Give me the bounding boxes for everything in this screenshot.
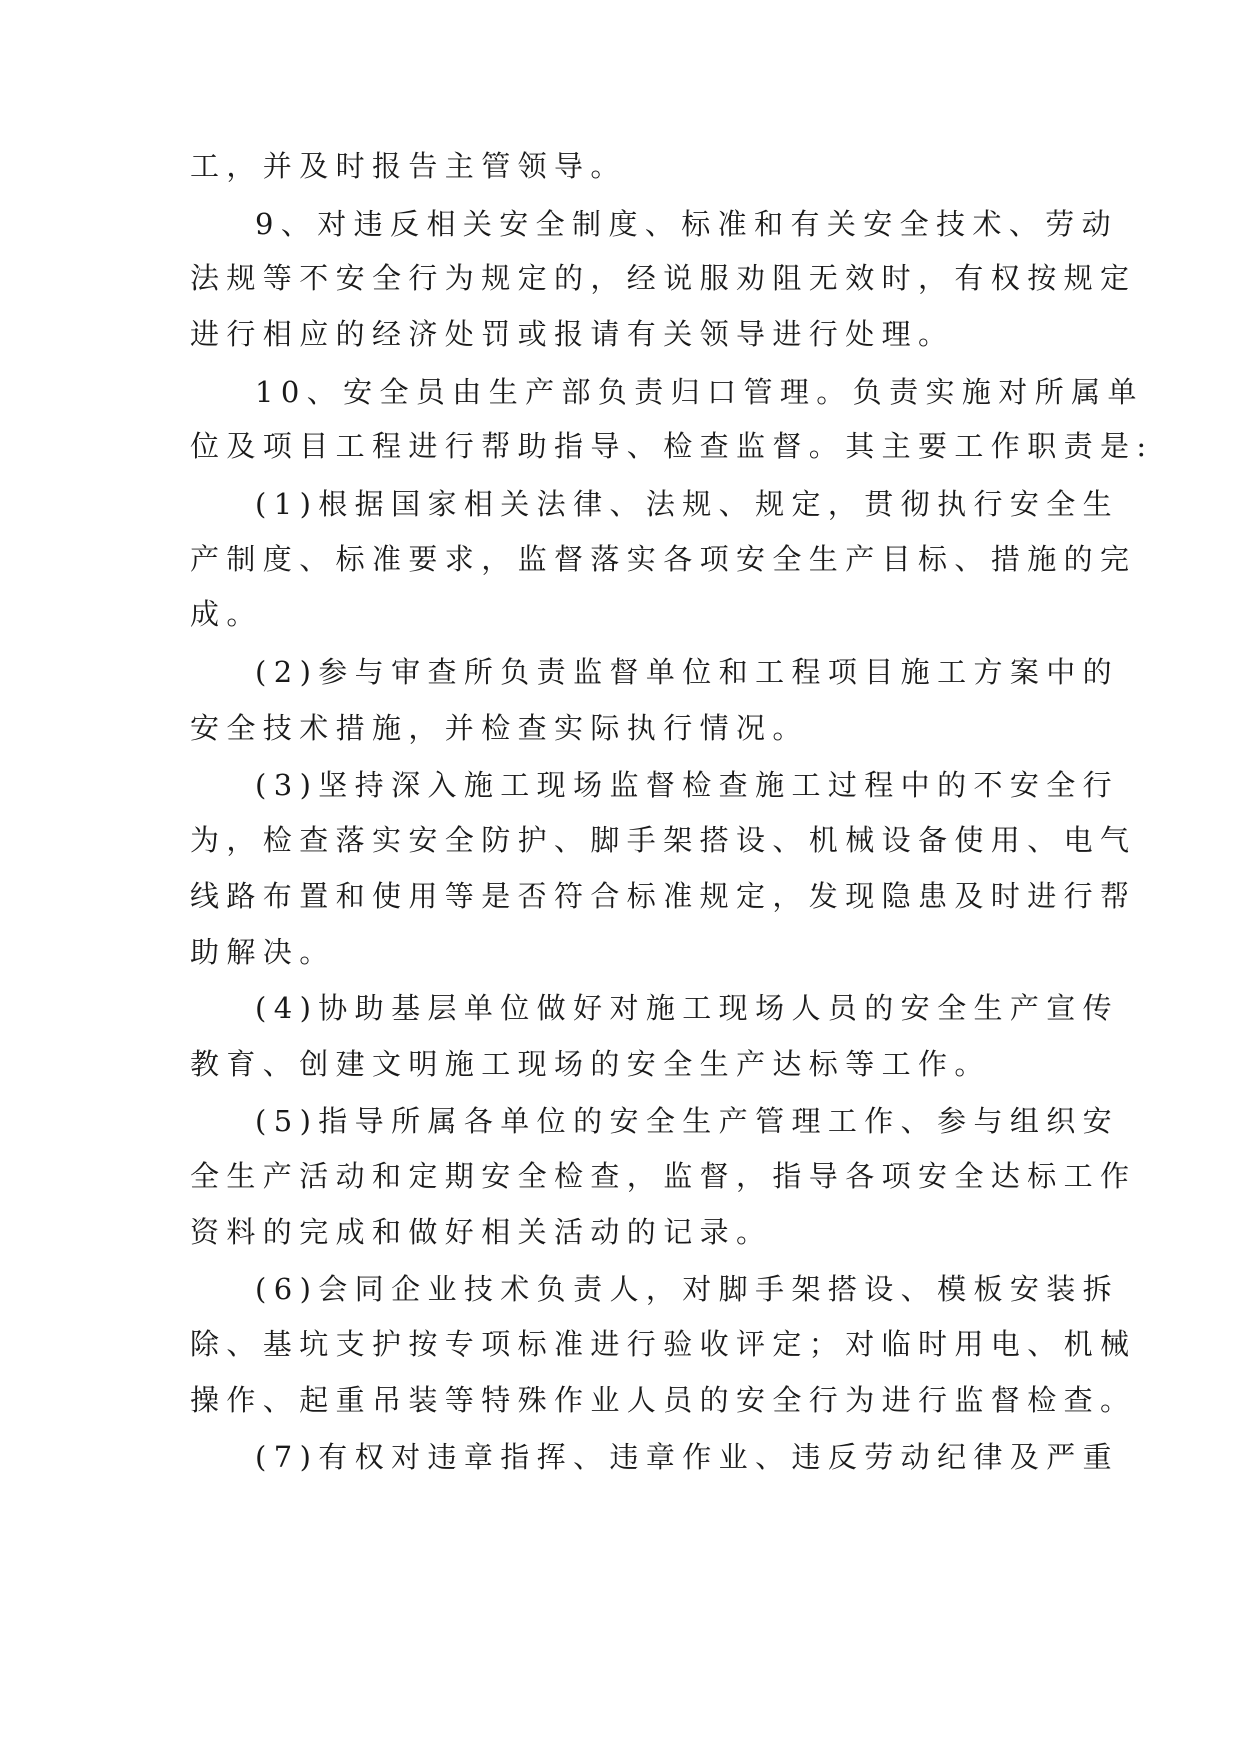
text-line: 助解决。 <box>190 935 336 969</box>
text-line: 操作、起重吊装等特殊作业人员的安全行为进行监督检查。 <box>190 1383 1137 1417</box>
text-line: 9、对违反相关安全制度、标准和有关安全技术、劳动 <box>255 207 1119 241</box>
text-line: 教育、创建文明施工现场的安全生产达标等工作。 <box>190 1047 991 1081</box>
text-line: (3)坚持深入施工现场监督检查施工过程中的不安全行 <box>255 768 1120 802</box>
text-line: (2)参与审查所负责监督单位和工程项目施工方案中的 <box>255 655 1120 689</box>
text-line: 除、基坑支护按专项标准进行验收评定；对临时用电、机械 <box>190 1327 1137 1361</box>
text-line: (1)根据国家相关法律、法规、规定，贯彻执行安全生 <box>255 487 1120 521</box>
text-line: 全生产活动和定期安全检查，监督，指导各项安全达标工作 <box>190 1159 1137 1193</box>
text-line: 10、安全员由生产部负责归口管理。负责实施对所属单 <box>255 375 1144 409</box>
text-line: 为，检查落实安全防护、脚手架搭设、机械设备使用、电气 <box>190 823 1137 857</box>
text-line: 线路布置和使用等是否符合标准规定，发现隐患及时进行帮 <box>190 879 1137 913</box>
text-line: 进行相应的经济处罚或报请有关领导进行处理。 <box>190 317 955 351</box>
text-line: 工，并及时报告主管领导。 <box>190 149 627 183</box>
text-line: (4)协助基层单位做好对施工现场人员的安全生产宣传 <box>255 991 1120 1025</box>
text-line: (7)有权对违章指挥、违章作业、违反劳动纪律及严重 <box>255 1440 1120 1474</box>
text-line: 成。 <box>190 597 263 631</box>
text-line: 法规等不安全行为规定的，经说服劝阻无效时，有权按规定 <box>190 261 1137 295</box>
text-line: 资料的完成和做好相关活动的记录。 <box>190 1215 773 1249</box>
text-line: 产制度、标准要求，监督落实各项安全生产目标、措施的完 <box>190 542 1137 576</box>
text-line: (5)指导所属各单位的安全生产管理工作、参与组织安 <box>255 1104 1120 1138</box>
text-line: 位及项目工程进行帮助指导、检查监督。其主要工作职责是: <box>190 429 1154 463</box>
text-line: 安全技术措施，并检查实际执行情况。 <box>190 711 809 745</box>
text-line: (6)会同企业技术负责人，对脚手架搭设、模板安装拆 <box>255 1272 1120 1306</box>
